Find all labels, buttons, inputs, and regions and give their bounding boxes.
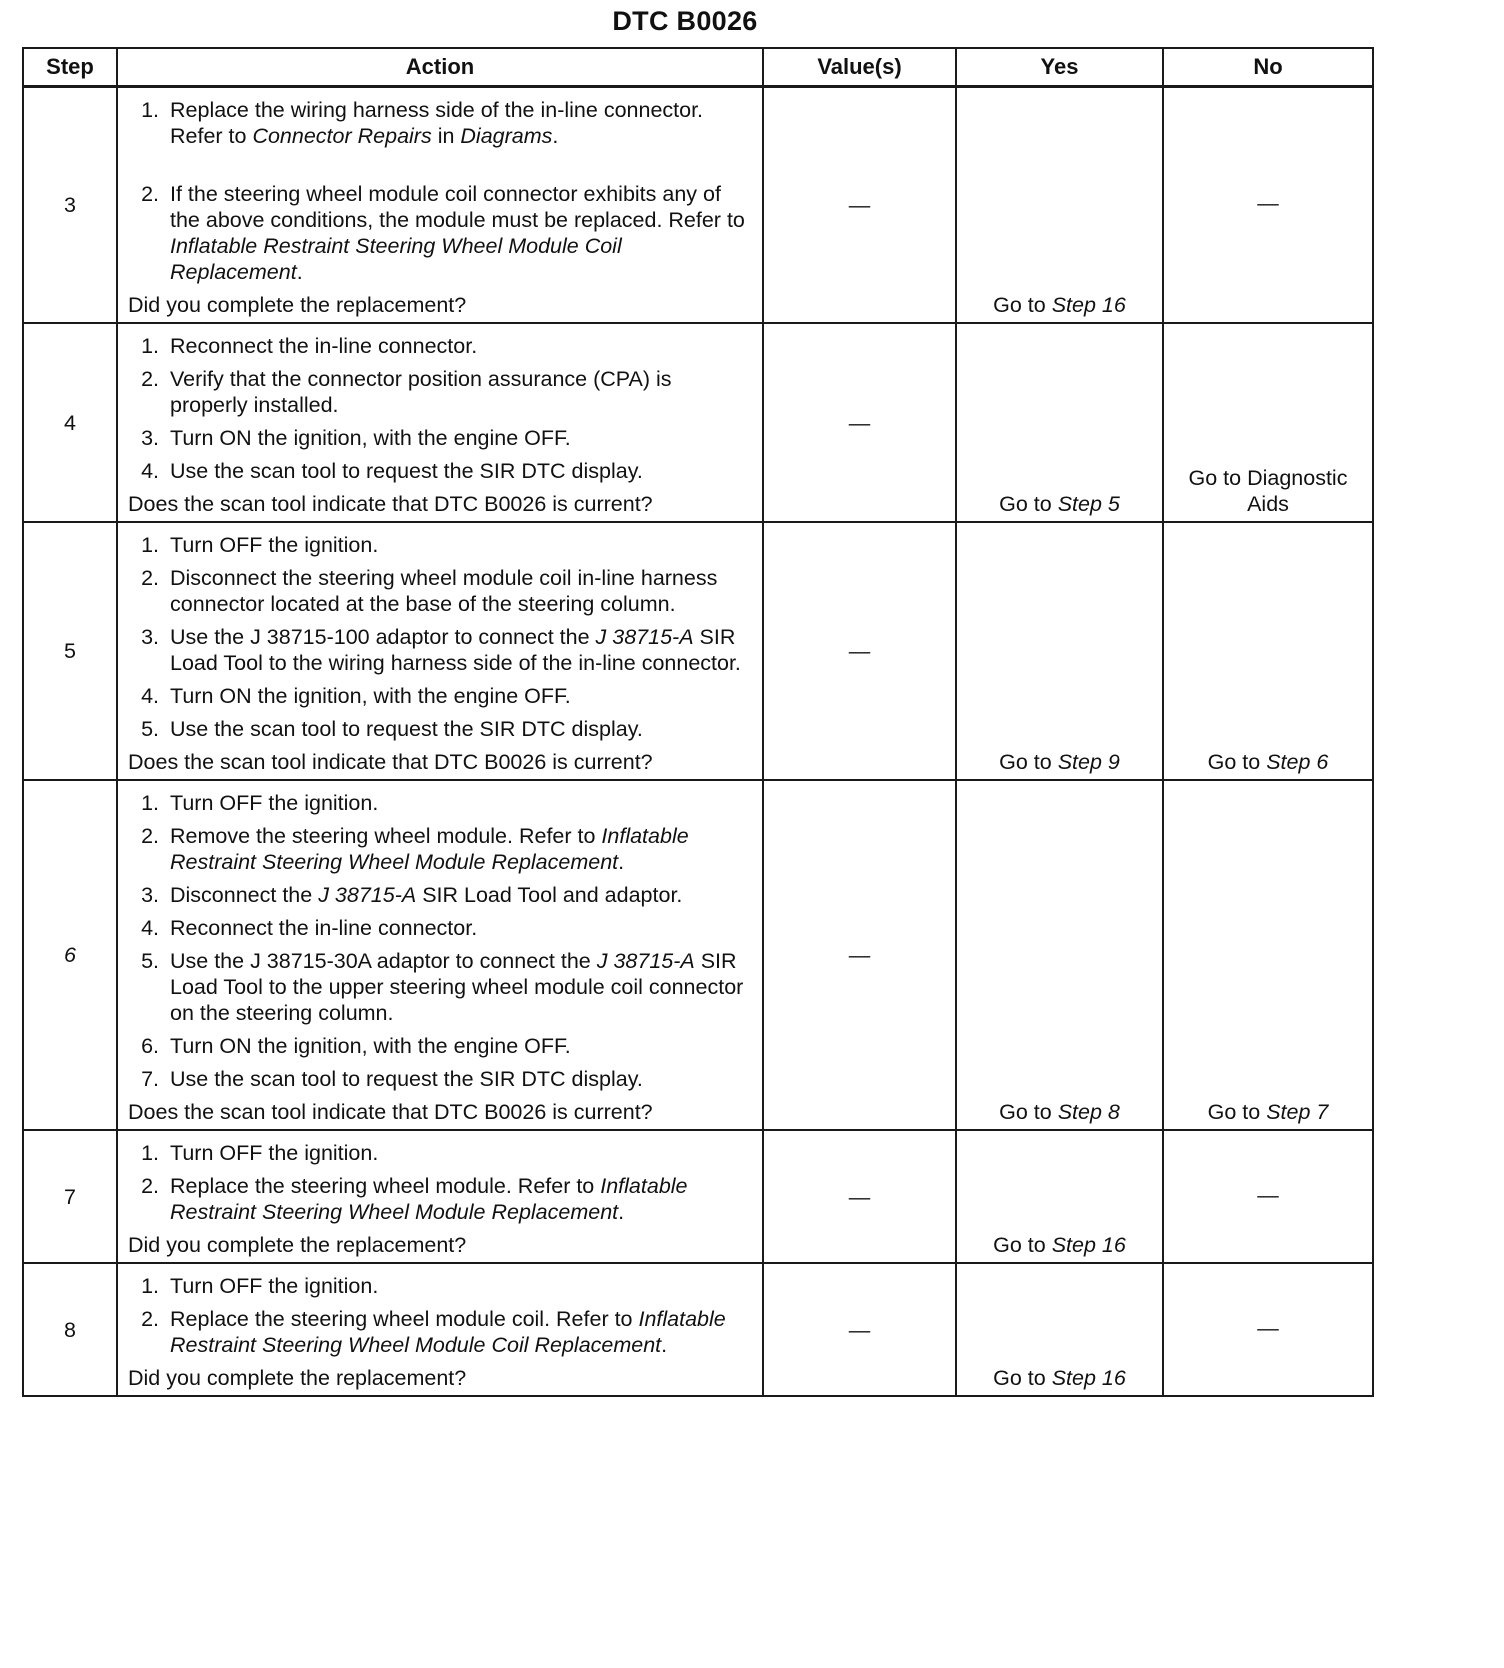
reference-text: Diagrams bbox=[460, 124, 553, 148]
item-text bbox=[170, 790, 750, 816]
item-number: 1. bbox=[141, 1141, 159, 1165]
step-number: 7 bbox=[23, 1130, 117, 1263]
yes-cell bbox=[956, 323, 1163, 522]
item-number: 2. bbox=[141, 182, 159, 206]
item-text bbox=[170, 683, 750, 709]
action-item bbox=[128, 425, 750, 451]
table-row bbox=[23, 522, 1373, 780]
item-number: 2. bbox=[141, 1307, 159, 1331]
text-run: Turn ON the ignition, with the engine OFF. bbox=[170, 1034, 571, 1058]
action-cell bbox=[117, 522, 763, 780]
text-run: Turn OFF the ignition. bbox=[170, 791, 379, 815]
reference-text: Step 6 bbox=[1266, 750, 1329, 774]
question-text: Does the scan tool indicate that DTC B0026 is current? bbox=[128, 492, 653, 516]
table-row bbox=[23, 323, 1373, 522]
item-text bbox=[170, 882, 750, 908]
action-list bbox=[128, 532, 750, 742]
header-step: Step bbox=[23, 48, 117, 87]
text-run: in bbox=[431, 124, 461, 148]
action-cell bbox=[117, 323, 763, 522]
action-item bbox=[128, 1066, 750, 1092]
item-text bbox=[170, 366, 750, 418]
table-row bbox=[23, 1263, 1373, 1396]
item-number: 5. bbox=[141, 717, 159, 741]
text-run: . bbox=[552, 124, 559, 148]
item-number: 6. bbox=[141, 1034, 159, 1058]
action-item bbox=[128, 1140, 750, 1166]
text-run: Go to bbox=[993, 1233, 1052, 1257]
text-run: Verify that the connector position assurance (CPA) is properly installed. bbox=[170, 367, 672, 417]
reference-text: J 38715-A bbox=[318, 883, 417, 907]
no-cell bbox=[1163, 522, 1373, 780]
text-run: . bbox=[661, 1333, 668, 1357]
text-run: . bbox=[618, 1200, 625, 1224]
action-item bbox=[128, 565, 750, 617]
table-row bbox=[23, 87, 1373, 324]
item-number: 7. bbox=[141, 1067, 159, 1091]
action-item bbox=[128, 458, 750, 484]
action-item bbox=[128, 948, 750, 1026]
item-text bbox=[170, 532, 750, 558]
header-values: Value(s) bbox=[763, 48, 956, 87]
item-number: 4. bbox=[141, 916, 159, 940]
item-text bbox=[170, 716, 750, 742]
action-item bbox=[128, 532, 750, 558]
text-run: Use the scan tool to request the SIR DTC display. bbox=[170, 717, 643, 741]
value-cell: — bbox=[763, 87, 956, 324]
action-item bbox=[128, 882, 750, 908]
action-item bbox=[128, 716, 750, 742]
item-number: 1. bbox=[141, 334, 159, 358]
item-number: 3. bbox=[141, 883, 159, 907]
item-number: 2. bbox=[141, 1174, 159, 1198]
reference-text: Step 7 bbox=[1266, 1100, 1329, 1124]
reference-text: Inflatable Restraint Steering Wheel Module Coil Replacement bbox=[170, 234, 622, 284]
text-run: Use the scan tool to request the SIR DTC display. bbox=[170, 1067, 643, 1091]
value-cell: — bbox=[763, 522, 956, 780]
item-text bbox=[170, 333, 750, 359]
value-cell: — bbox=[763, 323, 956, 522]
yes-cell bbox=[956, 87, 1163, 324]
question-text: Does the scan tool indicate that DTC B0026 is current? bbox=[128, 750, 653, 774]
question-text: Did you complete the replacement? bbox=[128, 1366, 467, 1390]
text-run: Turn ON the ignition, with the engine OFF. bbox=[170, 426, 571, 450]
text-run: Reconnect the in-line connector. bbox=[170, 916, 478, 940]
reference-text: Inflatable Restraint Steering Wheel Module Coil Replacement bbox=[170, 1307, 726, 1357]
action-cell bbox=[117, 87, 763, 324]
text-run: Go to bbox=[1207, 750, 1267, 774]
action-item bbox=[128, 1306, 750, 1358]
no-cell: — bbox=[1163, 1263, 1373, 1396]
item-text bbox=[170, 458, 750, 484]
text-run: SIR Load Tool to the upper steering wheel module coil connector on the steering column. bbox=[170, 949, 744, 1025]
yes-cell bbox=[956, 522, 1163, 780]
reference-text: Step 16 bbox=[1051, 1233, 1126, 1257]
reference-text: J 38715-A bbox=[595, 625, 694, 649]
text-run: . bbox=[296, 260, 303, 284]
table-row bbox=[23, 1130, 1373, 1263]
no-cell bbox=[1163, 323, 1373, 522]
action-item bbox=[128, 790, 750, 816]
item-text bbox=[170, 181, 750, 285]
step-number: 8 bbox=[23, 1263, 117, 1396]
step-number: 6 bbox=[23, 780, 117, 1130]
question-text: Does the scan tool indicate that DTC B0026 is current? bbox=[128, 1100, 653, 1124]
action-item bbox=[128, 181, 750, 285]
item-number: 3. bbox=[141, 426, 159, 450]
value-cell: — bbox=[763, 780, 956, 1130]
text-run: Reconnect the in-line connector. bbox=[170, 334, 478, 358]
text-run: SIR Load Tool and adaptor. bbox=[416, 883, 683, 907]
header-action: Action bbox=[117, 48, 763, 87]
question-text: Did you complete the replacement? bbox=[128, 1233, 467, 1257]
action-cell bbox=[117, 1263, 763, 1396]
item-number: 1. bbox=[141, 791, 159, 815]
item-number: 2. bbox=[141, 824, 159, 848]
reference-text: Step 9 bbox=[1057, 750, 1120, 774]
item-text bbox=[170, 1273, 750, 1299]
yes-cell bbox=[956, 1130, 1163, 1263]
reference-text: J 38715-A bbox=[596, 949, 695, 973]
item-number: 3. bbox=[141, 625, 159, 649]
action-cell bbox=[117, 1130, 763, 1263]
text-run: Go to bbox=[993, 1366, 1052, 1390]
action-item bbox=[128, 97, 750, 149]
text-run: Turn OFF the ignition. bbox=[170, 1141, 379, 1165]
action-list bbox=[128, 1273, 750, 1358]
action-item bbox=[128, 683, 750, 709]
item-number: 4. bbox=[141, 459, 159, 483]
reference-text: Step 16 bbox=[1051, 293, 1126, 317]
text-run: SIR Load Tool to the wiring harness side of the in-line connector. bbox=[170, 625, 741, 675]
item-text bbox=[170, 915, 750, 941]
reference-text: Inflatable Restraint Steering Wheel Module Replacement bbox=[170, 1174, 688, 1224]
text-run: Replace the steering wheel module coil. Refer to bbox=[170, 1307, 639, 1331]
action-item bbox=[128, 366, 750, 418]
table-row bbox=[23, 780, 1373, 1130]
header-no: No bbox=[1163, 48, 1373, 87]
item-number: 1. bbox=[141, 98, 159, 122]
text-run: Go to bbox=[999, 492, 1058, 516]
no-cell bbox=[1163, 780, 1373, 1130]
action-item bbox=[128, 823, 750, 875]
item-number: 1. bbox=[141, 533, 159, 557]
reference-text: Step 16 bbox=[1051, 1366, 1126, 1390]
yes-cell bbox=[956, 780, 1163, 1130]
text-run: If the steering wheel module coil connector exhibits any of the above conditions, the module must be replaced. Refer to bbox=[170, 182, 745, 232]
value-cell: — bbox=[763, 1130, 956, 1263]
text-run: Remove the steering wheel module. Refer to bbox=[170, 824, 602, 848]
diagnostic-table bbox=[22, 47, 1374, 1397]
item-text bbox=[170, 823, 750, 875]
action-item bbox=[128, 1033, 750, 1059]
text-run: . bbox=[618, 850, 625, 874]
item-text bbox=[170, 1033, 750, 1059]
text-run: Use the J 38715-100 adaptor to connect the bbox=[170, 625, 596, 649]
step-number: 4 bbox=[23, 323, 117, 522]
text-run: Turn OFF the ignition. bbox=[170, 1274, 379, 1298]
text-run: Disconnect the steering wheel module coil in-line harness connector located at the base of the steering column. bbox=[170, 566, 718, 616]
text-run: Go to bbox=[993, 293, 1052, 317]
item-text bbox=[170, 1140, 750, 1166]
text-run: Go to bbox=[999, 1100, 1058, 1124]
item-text bbox=[170, 97, 750, 149]
item-text bbox=[170, 624, 750, 676]
action-item bbox=[128, 1173, 750, 1225]
item-number: 1. bbox=[141, 1274, 159, 1298]
item-number: 2. bbox=[141, 367, 159, 391]
action-list bbox=[128, 1140, 750, 1225]
text-run: Replace the wiring harness side of the in-line connector. Refer to bbox=[170, 98, 704, 148]
item-number: 5. bbox=[141, 949, 159, 973]
table-header-row bbox=[23, 48, 1373, 87]
action-cell bbox=[117, 780, 763, 1130]
item-number: 4. bbox=[141, 684, 159, 708]
reference-text: Connector Repairs bbox=[252, 124, 432, 148]
yes-cell bbox=[956, 1263, 1163, 1396]
action-item bbox=[128, 915, 750, 941]
step-number: 3 bbox=[23, 87, 117, 324]
action-item bbox=[128, 333, 750, 359]
item-text bbox=[170, 425, 750, 451]
item-text bbox=[170, 1306, 750, 1358]
item-text bbox=[170, 948, 750, 1026]
table-body bbox=[23, 87, 1373, 1397]
action-item bbox=[128, 624, 750, 676]
text-run: Turn ON the ignition, with the engine OFF. bbox=[170, 684, 571, 708]
item-text bbox=[170, 1173, 750, 1225]
question-text: Did you complete the replacement? bbox=[128, 293, 467, 317]
header-yes: Yes bbox=[956, 48, 1163, 87]
reference-text: Inflatable Restraint Steering Wheel Module Replacement bbox=[170, 824, 689, 874]
text-run: Turn OFF the ignition. bbox=[170, 533, 379, 557]
no-cell: — bbox=[1163, 87, 1373, 324]
text-run: Replace the steering wheel module. Refer to bbox=[170, 1174, 601, 1198]
action-item bbox=[128, 1273, 750, 1299]
text-run: Go to bbox=[1207, 1100, 1267, 1124]
text-run: Go to bbox=[999, 750, 1058, 774]
action-list bbox=[128, 790, 750, 1092]
text-run: Go to Diagnostic Aids bbox=[1188, 466, 1348, 516]
step-number: 5 bbox=[23, 522, 117, 780]
value-cell: — bbox=[763, 1263, 956, 1396]
no-cell: — bbox=[1163, 1130, 1373, 1263]
text-run: Use the J 38715-30A adaptor to connect the bbox=[170, 949, 597, 973]
action-list bbox=[128, 97, 750, 285]
reference-text: Step 8 bbox=[1057, 1100, 1120, 1124]
item-number: 2. bbox=[141, 566, 159, 590]
text-run: Use the scan tool to request the SIR DTC display. bbox=[170, 459, 643, 483]
item-text bbox=[170, 1066, 750, 1092]
item-text bbox=[170, 565, 750, 617]
reference-text: Step 5 bbox=[1057, 492, 1120, 516]
action-list bbox=[128, 333, 750, 484]
text-run: Disconnect the bbox=[170, 883, 319, 907]
page-title: DTC B0026 bbox=[612, 6, 758, 36]
